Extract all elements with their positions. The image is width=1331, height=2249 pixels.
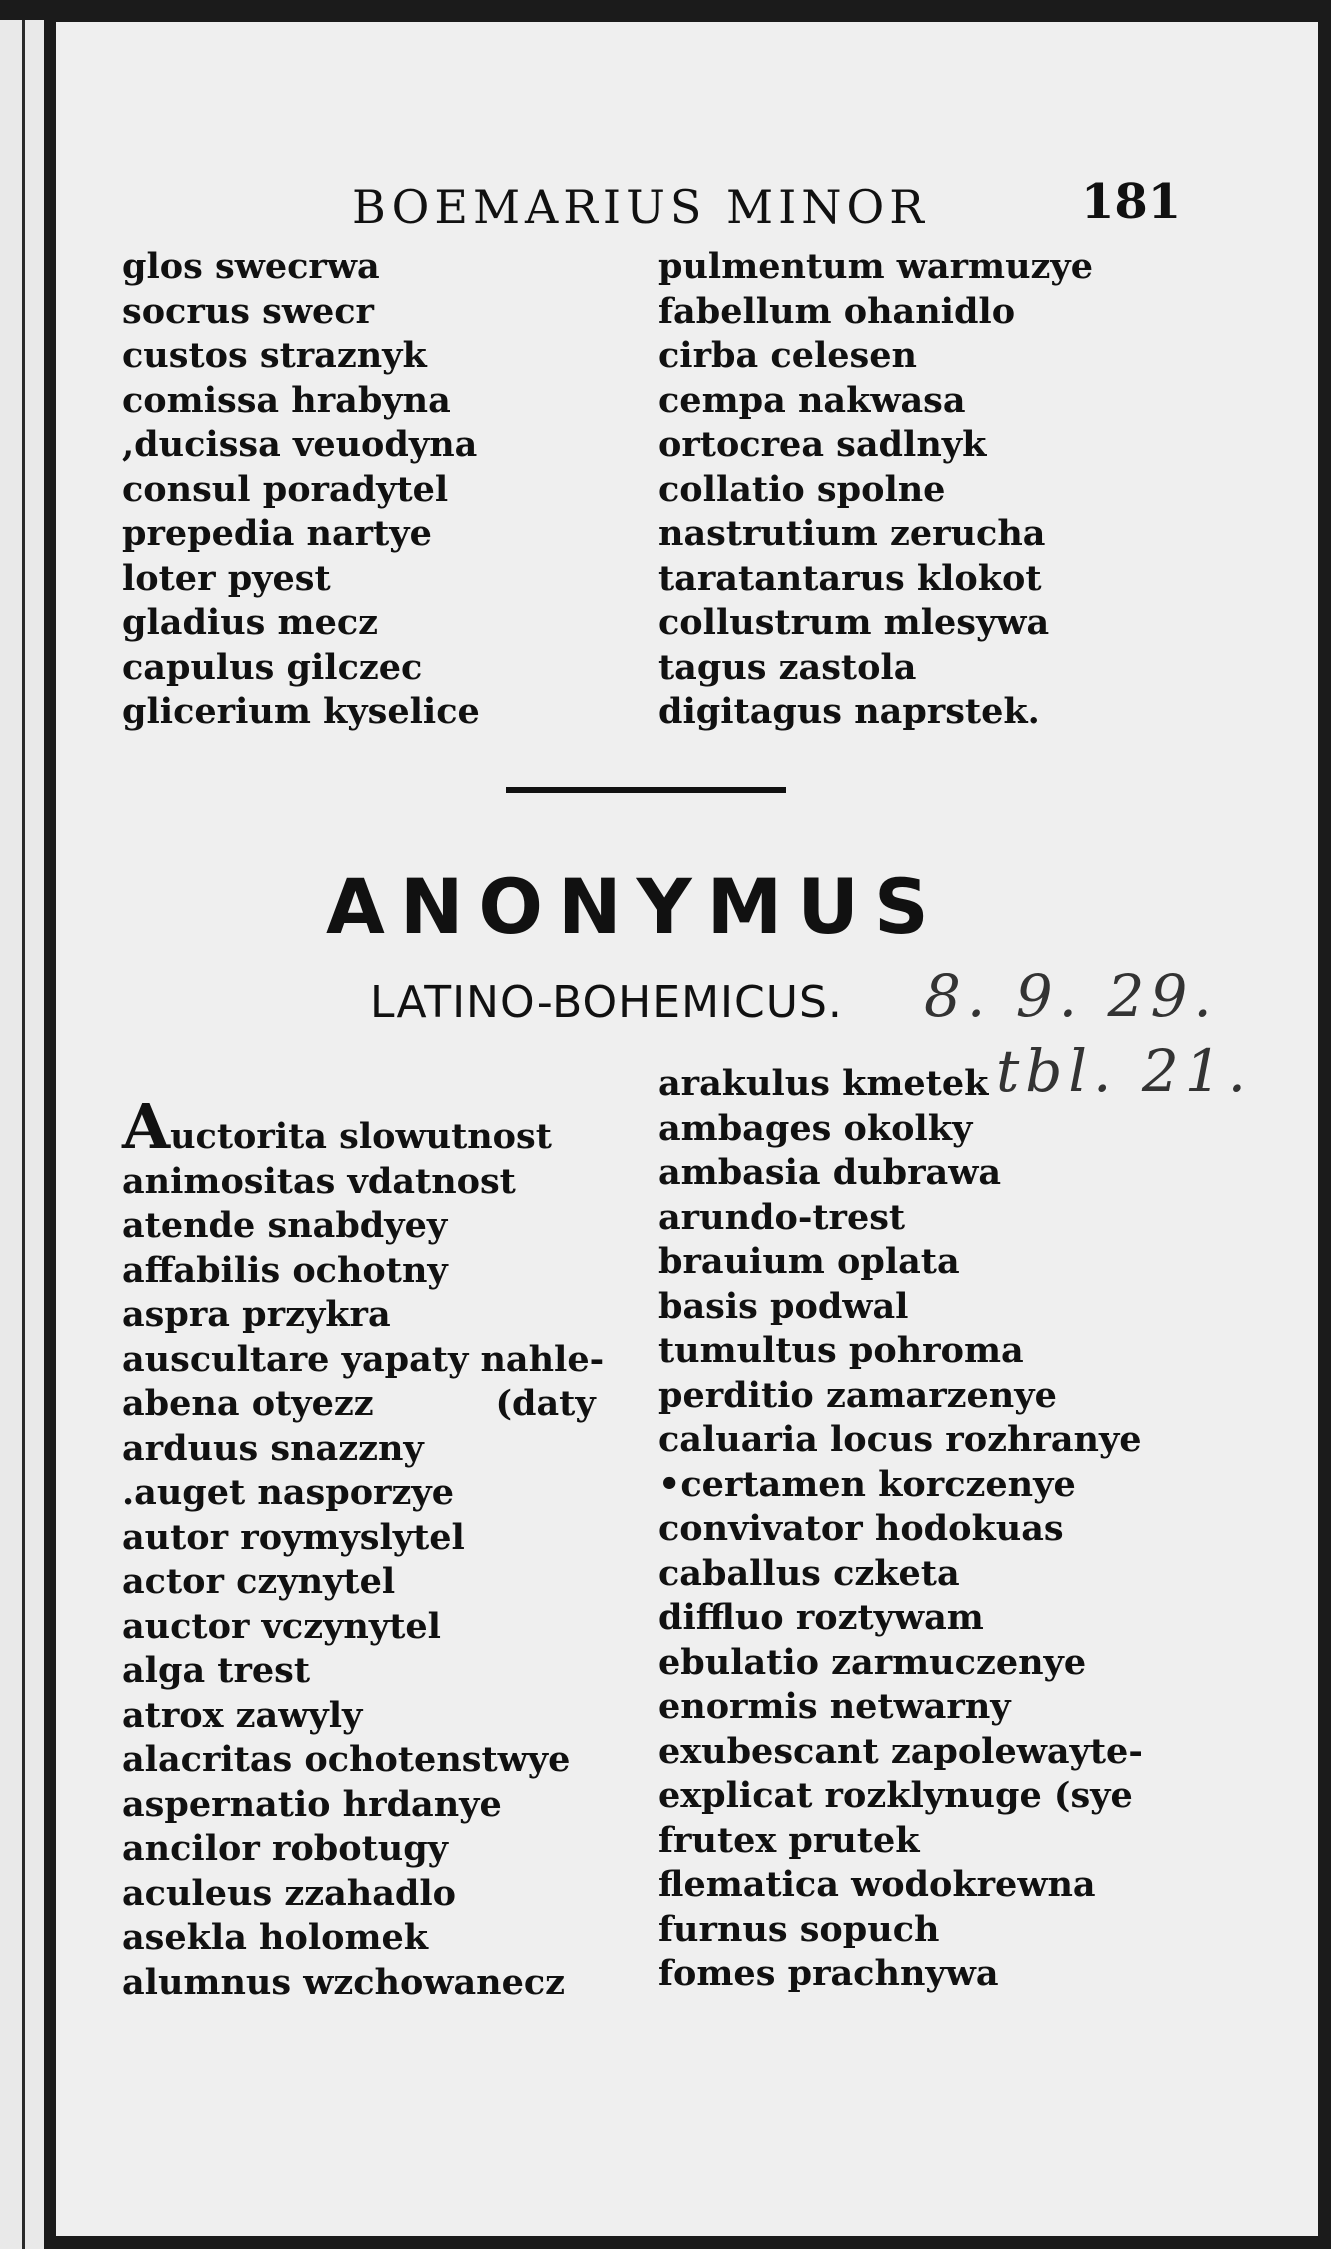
upper-right-column — [658, 245, 1093, 735]
list-item: •certamen korczenye — [658, 1463, 1076, 1505]
list-item: prepedia nartye — [122, 513, 432, 554]
list-item: aspernatio hrdanye — [122, 1783, 502, 1825]
page-gutter-line — [22, 20, 25, 2249]
list-item: ,ducissa veuodyna — [122, 424, 478, 465]
first-entry — [122, 1090, 604, 1163]
list-item: cirba celesen — [658, 335, 917, 376]
list-item: custos straznyk — [122, 335, 427, 376]
list-item: consul poradytel — [122, 468, 449, 510]
list-item: explicat rozklynuge (sye — [658, 1775, 1133, 1816]
list-item: flematica wodokrewna — [658, 1864, 1096, 1905]
list-item: tumultus pohroma — [658, 1330, 1024, 1371]
list-item: atende snabdyey — [122, 1205, 448, 1246]
drop-cap: A — [122, 1090, 171, 1163]
list-item: fomes prachnywa — [658, 1953, 999, 1994]
list-item: perditio zamarzenye — [658, 1374, 1057, 1416]
list-item: abena otyezz (daty — [122, 1383, 596, 1424]
list-item: taratantarus klokot — [658, 557, 1042, 599]
list-item: ambages okolky — [658, 1107, 973, 1149]
list-item: furnus sopuch — [658, 1908, 940, 1950]
list-item: auctor vczynytel — [122, 1605, 441, 1647]
list-item: gladius mecz — [122, 602, 379, 643]
list-item: arundo-trest — [658, 1196, 906, 1238]
section-divider — [506, 787, 786, 793]
list-item: nastrutium zerucha — [658, 513, 1046, 554]
list-item: exubescant zapolewayte- — [658, 1730, 1143, 1772]
handwritten-note: 8. 9. 29. — [924, 962, 1218, 1030]
list-item: asekla holomek — [122, 1917, 429, 1958]
list-item: brauium oplata — [658, 1241, 960, 1282]
list-item: caluaria locus rozhranye — [658, 1419, 1142, 1460]
list-item: ambasia dubrawa — [658, 1152, 1002, 1193]
list-item: glos swecrwa — [122, 246, 380, 287]
list-item: glicerium kyselice — [122, 691, 480, 732]
list-item: pulmentum warmuzye — [658, 246, 1094, 287]
list-item: affabilis ochotny — [122, 1249, 448, 1291]
list-item: atrox zawyly — [122, 1694, 363, 1736]
list-item: loter pyest — [122, 557, 331, 599]
list-item: convivator hodokuas — [658, 1508, 1064, 1549]
list-item: capulus gilczec — [122, 646, 423, 688]
adjacent-page-edge — [0, 20, 44, 2249]
list-item: aculeus zzahadlo — [122, 1872, 457, 1914]
list-item: caballus czketa — [658, 1552, 960, 1594]
list-item: ortocrea sadlnyk — [658, 424, 987, 465]
section-subtitle: LATINO-BOHEMICUS. — [370, 977, 843, 1028]
list-item: auscultare yapaty nahle- — [122, 1338, 605, 1380]
list-item: fabellum ohanidlo — [658, 290, 1016, 332]
list-item: diffluo roztywam — [658, 1597, 984, 1638]
list-item: arduus snazzny — [122, 1427, 424, 1469]
list-item: basis podwal — [658, 1285, 909, 1327]
running-head: BOEMARIUS MINOR — [352, 180, 929, 234]
upper-left-column — [122, 245, 480, 735]
handwritten-note: tbl. 21. — [996, 1037, 1253, 1105]
list-item: tagus zastola — [658, 646, 917, 688]
list-item: arakulus kmetek — [658, 1063, 989, 1104]
list-item: alga trest — [122, 1650, 311, 1691]
list-item: enormis netwarny — [658, 1686, 1011, 1727]
lower-right-column — [658, 1062, 1143, 1997]
list-item: socrus swecr — [122, 290, 374, 332]
list-item: digitagus naprstek. — [658, 691, 1040, 732]
list-item: animositas vdatnost — [122, 1160, 516, 1202]
list-item: alumnus wzchowanecz — [122, 1961, 566, 2003]
list-item: actor czynytel — [122, 1561, 396, 1602]
lower-left-column — [122, 1090, 605, 2005]
list-item: cempa nakwasa — [658, 379, 966, 421]
list-item: alacritas ochotenstwye — [122, 1739, 571, 1780]
first-entry-text: uctorita slowutnost — [170, 1116, 552, 1157]
list-item: frutex prutek — [658, 1819, 920, 1861]
list-item: autor roymyslytel — [122, 1516, 465, 1558]
list-item: aspra przykra — [122, 1294, 391, 1335]
page-number: 181 — [1081, 174, 1182, 230]
book-page — [56, 22, 1318, 2236]
list-item: ebulatio zarmuczenye — [658, 1641, 1087, 1683]
list-item: .auget nasporzye — [122, 1472, 454, 1513]
page-header — [56, 152, 1318, 232]
section-title: ANONYMUS — [326, 862, 944, 951]
list-item: collatio spolne — [658, 468, 946, 510]
list-item: collustrum mlesywa — [658, 602, 1050, 643]
list-item: comissa hrabyna — [122, 379, 451, 421]
list-item: ancilor robotugy — [122, 1828, 449, 1869]
